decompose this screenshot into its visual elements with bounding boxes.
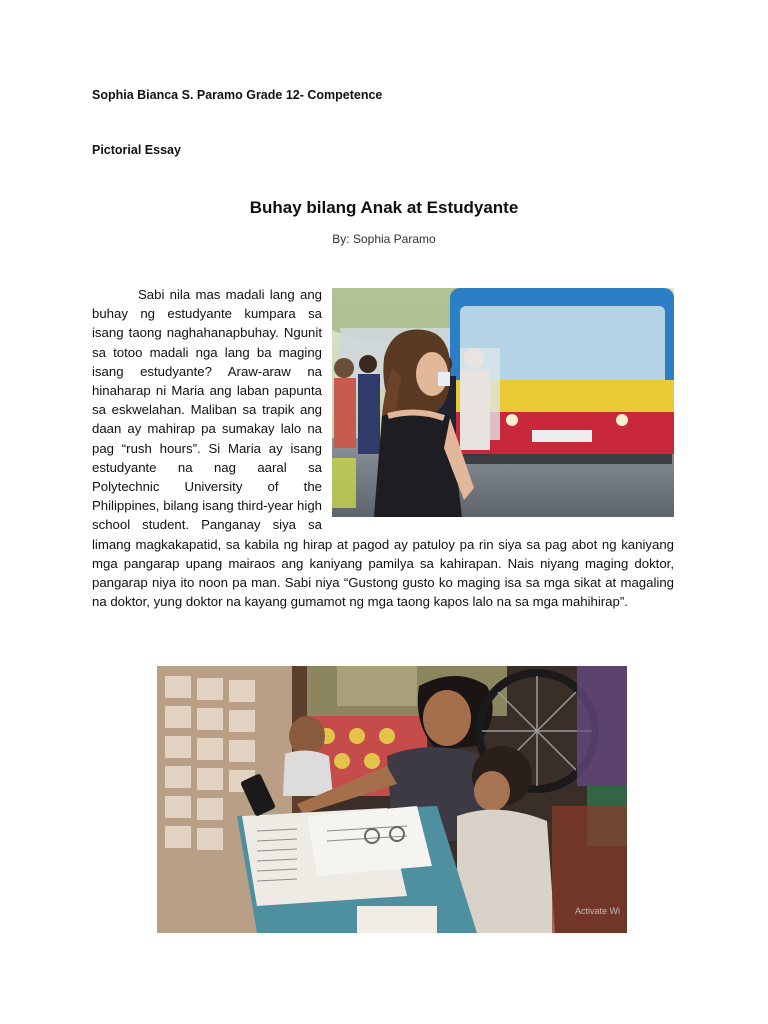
author-grade-line: Sophia Bianca S. Paramo Grade 12- Competence — [92, 88, 383, 102]
family-studying-photo — [157, 666, 627, 933]
essay-title: Buhay bilang Anak at Estudyante — [249, 198, 519, 217]
essay-byline: By: Sophia Paramo — [332, 232, 436, 246]
essay-type-label: Pictorial Essay — [92, 143, 181, 157]
student-bus-stop-photo — [332, 288, 674, 517]
essay-body — [92, 285, 674, 611]
essay-paragraph: Sabi nila mas madali lang ang buhay ng estudyante kumpara sa isang taong naghahanapbuhay. Ngunit sa totoo madali nga lang ba maging isang estudyante? Araw-araw na hinaharap ni Maria ang laban papunta sa eskwelahan. Maliban sa trapik ang daan ay mahirap pa sumakay lalo na pag “rush hours”. Si Maria ay isang estudyante na nag aaral sa Polytechnic University of the Philippines, bilang isang third-year high school student. Panganay siya sa limang magkakapatid, sa kabila ng hirap at pagod ay patuloy pa rin siya sa pag abot ng kaniyang mga pangarap upang mairaos ang kaniyang pamilya sa kahirapan. Nais niyang maging doktor, pangarap niya ito noon pa man. Sabi niya “Gustong gusto ko maging isa sa mga sikat at magaling na doktor, yung doktor na kayang gumamot ng mga taong kapos lalo na sa mga mahihirap”. — [92, 287, 674, 610]
activate-windows-watermark: Activate Wi — [575, 906, 621, 916]
